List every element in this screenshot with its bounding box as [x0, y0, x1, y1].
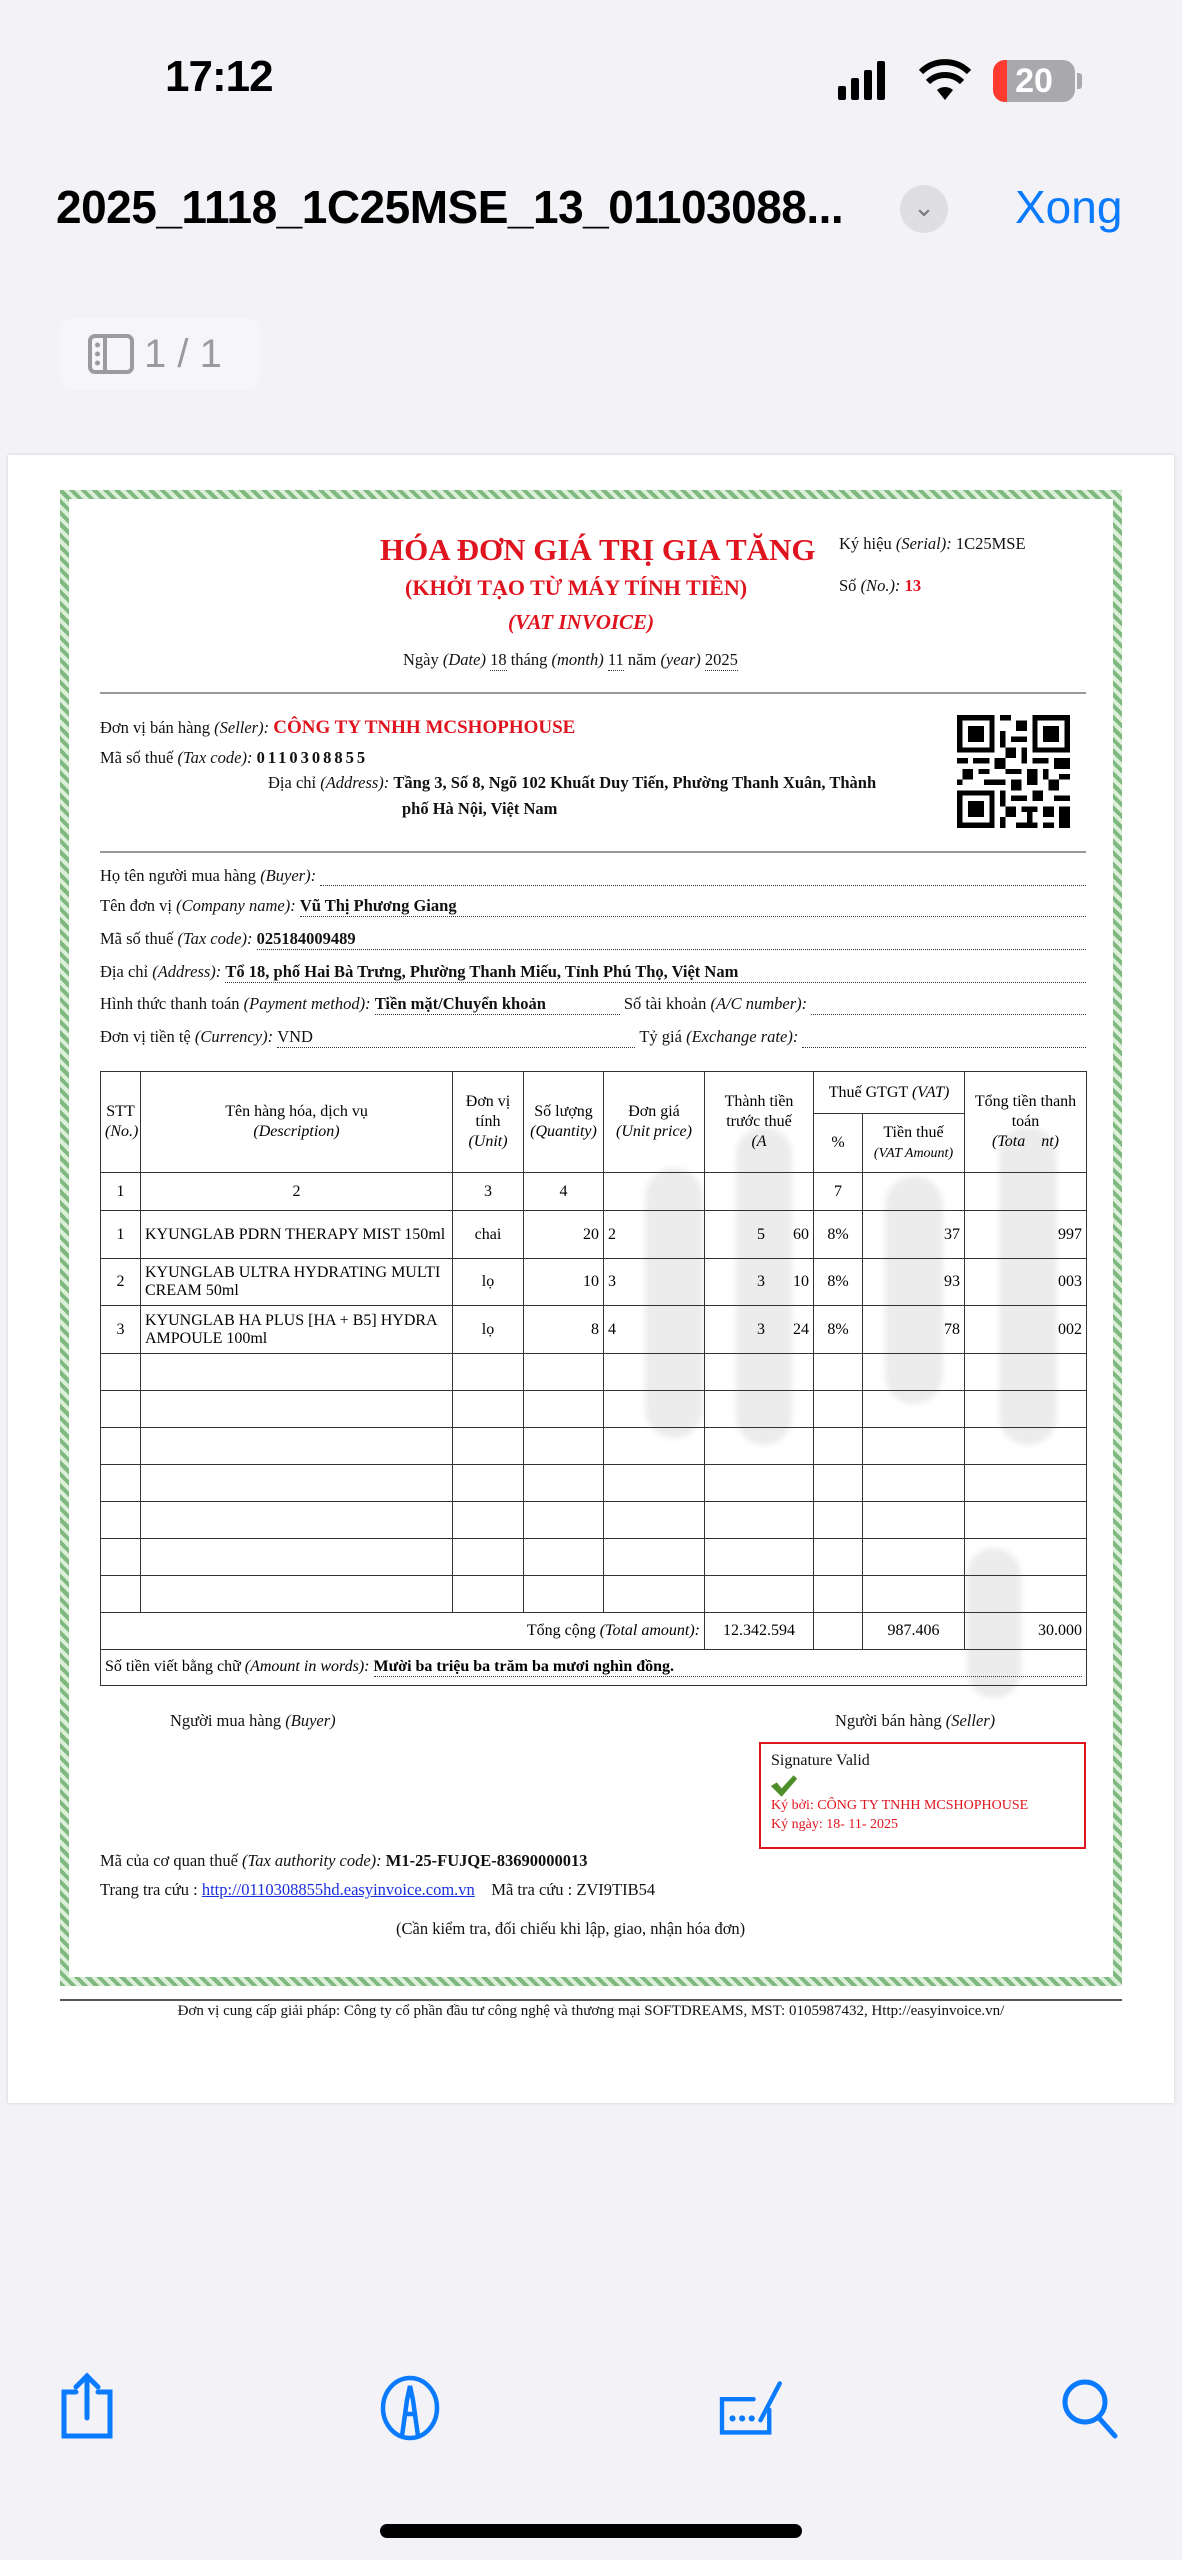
invoice-subtitle: (KHỞI TẠO TỪ MÁY TÍNH TIỀN)	[405, 575, 748, 600]
header-no: STT (No.)	[101, 1072, 141, 1173]
signed-date: Ký ngày: 18- 11- 2025	[771, 1817, 899, 1832]
seller-name: Đơn vị bán hàng (Seller): CÔNG TY TNHH MCSHOPHOUSE	[100, 717, 576, 738]
page-count: 1 / 1	[144, 331, 222, 376]
document-title[interactable]: 2025_1118_1C25MSE_13_01103088...	[56, 181, 844, 233]
divider	[100, 692, 1086, 694]
tax-authority-code: Mã của cơ quan thuế (Tax authority code): M1-25-FUJQE-83690000013	[100, 1851, 588, 1870]
signature-status: Signature Valid	[771, 1752, 870, 1769]
payment-method: Hình thức thanh toán (Payment method): Tiền mặt/Chuyển khoản Số tài khoản (A/C number):	[100, 994, 1086, 1015]
signed-by: Ký bởi: CÔNG TY TNHH MCSHOPHOUSE	[771, 1798, 1029, 1813]
empty-row	[101, 1391, 1087, 1428]
seller-signature-label: Người bán hàng (Seller)	[835, 1711, 996, 1730]
status-time: 17:12	[165, 52, 273, 101]
invoice-subtitle-en: (VAT INVOICE)	[508, 610, 655, 634]
items-table	[100, 1071, 1087, 1686]
header-vat: Thuế GTGT (VAT)	[814, 1072, 965, 1114]
battery-icon	[993, 60, 1075, 102]
amount-in-words-row: Số tiền viết bằng chữ (Amount in words): Mười ba triệu ba trăm ba mươi nghìn đồng.	[101, 1650, 1087, 1686]
verification-note: (Cần kiểm tra, đối chiếu khi lập, giao, nhận hóa đơn)	[396, 1919, 746, 1938]
empty-row	[101, 1539, 1087, 1576]
header-unit-price: Đơn giá (Unit price)	[604, 1072, 705, 1173]
header-vat-rate: %	[814, 1114, 863, 1173]
header-quantity: Số lượng (Quantity)	[524, 1072, 604, 1173]
table-row: 2 KYUNGLAB ULTRA HYDRATING MULTI CREAM 50ml lọ 10 3 3 10 8% 93 003	[101, 1259, 1087, 1306]
wifi-icon	[918, 58, 972, 100]
serial: Ký hiệu (Serial): 1C25MSE	[839, 534, 1026, 553]
header-total: Tổng tiền thanh toán (Tota nt)	[965, 1072, 1087, 1173]
total-vat: 987.406	[863, 1613, 965, 1650]
checkmark-icon	[769, 1774, 799, 1798]
qr-code	[957, 715, 1070, 828]
chevron-down-icon[interactable]: ⌄	[900, 185, 948, 233]
empty-row	[101, 1428, 1087, 1465]
header-description: Tên hàng hóa, dịch vụ (Description)	[141, 1072, 453, 1173]
sidebar-icon	[88, 334, 134, 374]
battery-cap	[1077, 73, 1082, 89]
lookup-link[interactable]: http://0110308855hd.easyinvoice.com.vn	[201, 1880, 475, 1899]
lookup-info: Trang tra cứu : http://0110308855hd.easyinvoice.com.vn Mã tra cứu : ZVI9TIB54	[100, 1880, 656, 1899]
empty-row	[101, 1576, 1087, 1613]
page-indicator[interactable]	[60, 318, 260, 390]
share-icon[interactable]	[52, 2370, 122, 2445]
invoice-date: Ngày (Date) 18 tháng (month) 11 năm (year) 2025	[403, 650, 738, 669]
total-payment: 30.000	[965, 1613, 1087, 1650]
buyer-company: Tên đơn vị (Company name): Vũ Thị Phương Giang	[100, 896, 1086, 917]
table-row: 1 KYUNGLAB PDRN THERAPY MIST 150ml chai 20 2 5 60 8% 37 997	[101, 1211, 1087, 1259]
total-row: Tổng cộng (Total amount): 12.342.594 987.406 30.000	[101, 1613, 1087, 1650]
header-amount: Thành tiền trước thuế (A	[705, 1072, 814, 1173]
done-button[interactable]: Xong	[1015, 181, 1123, 233]
digital-signature-box	[759, 1742, 1086, 1849]
invoice-title: HÓA ĐƠN GIÁ TRỊ GIA TĂNG	[380, 532, 816, 567]
divider	[100, 851, 1086, 853]
seller-address-line2: phố Hà Nội, Việt Nam	[402, 799, 558, 818]
buyer-signature-label: Người mua hàng (Buyer)	[170, 1711, 336, 1730]
footer-divider	[60, 1999, 1122, 2001]
seller-address: Địa chỉ (Address): Tầng 3, Số 8, Ngõ 102 Khuất Duy Tiến, Phường Thanh Xuân, Thành	[268, 773, 877, 792]
empty-row	[101, 1354, 1087, 1391]
total-amount: 12.342.594	[705, 1613, 814, 1650]
fill-and-sign-icon[interactable]	[715, 2370, 785, 2445]
buyer-name: Họ tên người mua hàng (Buyer):	[100, 866, 1086, 886]
empty-row	[101, 1465, 1087, 1502]
header-vat-amount: Tiền thuế (VAT Amount)	[863, 1114, 965, 1173]
index-row: 1 2 3 4 7	[101, 1173, 1087, 1211]
invoice-number: Số (No.): 13	[839, 576, 922, 595]
empty-row	[101, 1502, 1087, 1539]
seller-tax-code: Mã số thuế (Tax code): 0110308855	[100, 748, 369, 767]
battery-level: 20	[1015, 62, 1053, 100]
provider-footer: Đơn vị cung cấp giải pháp: Công ty cổ phần đầu tư công nghệ và thương mại SOFTDREAMS, MST: 0105987432, Http://easyinvoice.vn/	[177, 2003, 1005, 2019]
table-row: 3 KYUNGLAB HA PLUS [HA + B5] HYDRA AMPOULE 100ml lọ 8 4 3 24 8% 78 002	[101, 1306, 1087, 1354]
buyer-tax-code: Mã số thuế (Tax code): 025184009489	[100, 929, 1086, 950]
buyer-address: Địa chỉ (Address): Tổ 18, phố Hai Bà Trưng, Phường Thanh Miếu, Tỉnh Phú Thọ, Việt Nam	[100, 962, 1086, 983]
home-indicator[interactable]	[380, 2524, 802, 2538]
header-unit: Đơn vị tính (Unit)	[453, 1072, 524, 1173]
currency: Đơn vị tiền tệ (Currency): VND Tỷ giá (Exchange rate):	[100, 1027, 1086, 1048]
cellular-signal-icon	[838, 60, 888, 100]
search-icon[interactable]	[1055, 2370, 1125, 2445]
markup-icon[interactable]	[375, 2370, 445, 2445]
